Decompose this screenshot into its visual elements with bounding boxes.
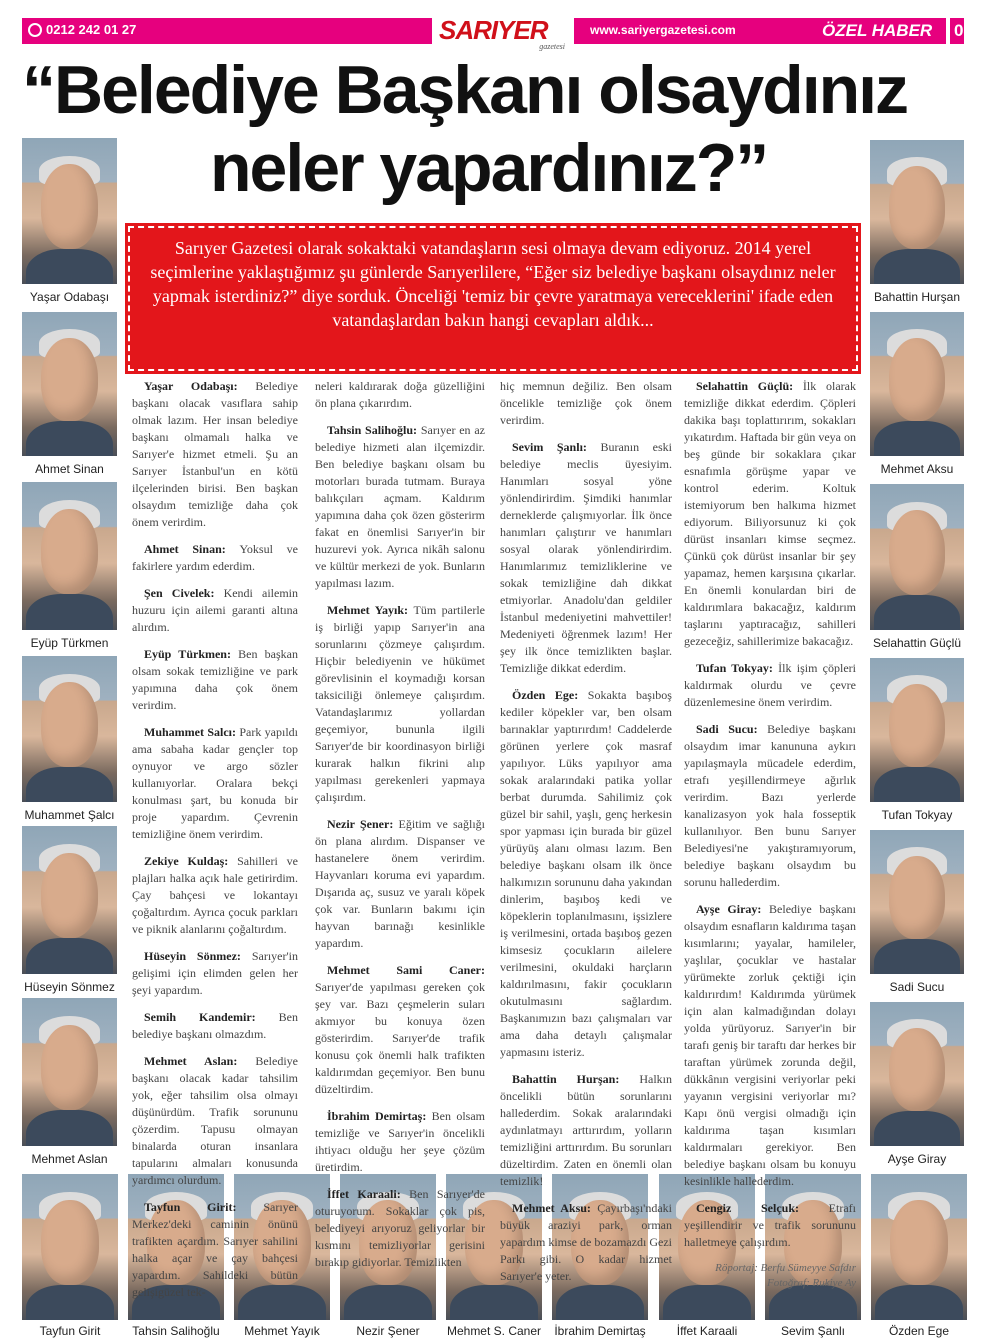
respondent-name: Ahmet Sinan: (144, 542, 240, 556)
portrait-face (41, 853, 98, 939)
answer-paragraph (315, 962, 485, 1098)
answer-text: Belediye başkanı olsaydım imar kanununa aykırı yapılaşmayla mücadele ederdim, etrafı yeşillendirmeye ağırlık verirdim. Bazı yerlerde kanalizasyon yok hala fosseptik kullanılıyor. Ben bunu Sarıyer Belediyesi'ne yakıştıramıyorum, belediye başkanı olsaydım bu sorunu hallederdim. (684, 722, 856, 889)
portrait-face (889, 338, 945, 422)
logo-subtitle: gazetesi (539, 42, 565, 51)
interview-credit: Röportaj: Berfu Sümeyye Safdır (715, 1262, 856, 1274)
answer-text: neleri kaldırarak doğa güzelliğini ön plana çıkarırdım. (315, 379, 485, 410)
photo-caption: Tufan Tokyay (881, 808, 953, 822)
portrait-body (26, 767, 113, 802)
answer-text: Buranın eski belediye meclis üyesiyim. Hanımları sosyal yöne yönlendirirdim. Şimdiki hanımlar derneklerde çalışmıyorlar. İlk önce hanımları çalıştırır ve hanımları sosyal olarak yönlendirirdim. Hanımlarımız temizliklerine ve sokak temizliğine dah dikkat etmiyorlar. Anadolu'dan geldiler İstanbul medeniyetini mahvettiler! Medeniyeti öğrenmek lazım! Her şey ilk önce temizlikten başlar. Temizliğe dikkat ederdim. (500, 440, 672, 675)
respondent-name: İffet Karaali: (327, 1187, 410, 1201)
portrait-photo (870, 140, 964, 284)
respondent-name: Mehmet Aksu: (512, 1201, 598, 1215)
respondent-name: Tahsin Salihoğlu: (327, 423, 421, 437)
portrait-face (41, 682, 98, 767)
answer-text: Yoksul ve fakirlere yardım ederdim. (132, 542, 298, 573)
respondent-name: Hüseyin Sönmez: (144, 949, 252, 963)
respondent-name: Mehmet Sami Caner: (327, 963, 485, 977)
answer-paragraph (500, 687, 672, 1061)
answer-text: Sarıyer'in gelişimi için elimden gelen her şeyi yapardım. (132, 949, 298, 997)
answer-text: Belediye başkanı olacak vasıflara sahip olmak lazım. Her insan belediye başkanı olmamalı halka ve Sarıyer'e hizmet etmeli. Şu an Sarıyer İstanbul'un en kötü ilçelerinden birisi. Ben başkan olsaydım temizliğe daha çok önem verirdim. (132, 379, 298, 529)
answer-text: Etrafı yeşillendirir ve trafik sorununu halletmeye çalışırdım. (684, 1201, 856, 1249)
page-divider (946, 18, 950, 44)
portrait-face (889, 684, 945, 768)
answer-text: Sokakta başıboş kediler köpekler var, ben olsam barınaklar yaptırırdım! Caddelerde görünen yerlere çok masraf yapılıyor. Lüks yapılıyor ama sokak aralarındaki patika yollar berbat durumda. Sahilimiz çok güzel bir sahil, yaşlı, genç herkesin spor yapması için burada bir güzel yürüyüş alanı olması lazım. Ben belediye başkanı olsam ilk önce halkımızın sorununu daha yakından dinlerim, başıboş kedi ve köpeklerin toplanılmasını, işsizlere iş verilmesini, ortada başıboş gezen kimsesiz çocukların ailelere verilmesini, okuldaki harçların kaldırılmasını, fakir çocukların okutulmasını sağlardım. Başkanımızın bazı çalışmaları var ama daha detaylı çalışmalar yapmasını isteriz. (500, 688, 672, 1059)
respondent-name: Semih Kandemir: (144, 1010, 279, 1024)
photo-caption: Muhammet Şalcı (24, 808, 115, 822)
portrait-photo (22, 1174, 118, 1320)
respondent-name: Bahattin Hurşan: (512, 1072, 640, 1086)
answer-text: Halkın öncelikli bütün sorunlarını hallederdim. Sokak aralarındaki aydınlatmayı arttırırdım, yolların temizliğini arttırırdım. Bu sorunları düzeltirdim. Zaten en önemli olan temizlik! (500, 1072, 672, 1188)
respondent-name: Mehmet Aslan: (144, 1054, 256, 1068)
answer-paragraph (684, 1200, 856, 1251)
portrait-face (41, 164, 98, 249)
answer-paragraph (132, 853, 298, 938)
portrait-face (41, 1200, 99, 1285)
answer-paragraph (132, 378, 298, 531)
header-phone (28, 22, 136, 37)
photo-caption: İbrahim Demirtaş (554, 1324, 646, 1338)
respondent-name: Sevim Şanlı: (512, 440, 601, 454)
text-column-2 (315, 378, 485, 1281)
answer-text: Kendi ailemin huzuru için ailemi garanti altına alırdım. (132, 586, 298, 634)
portrait-body (26, 1285, 114, 1320)
newspaper-logo (432, 12, 574, 50)
portrait-photo (22, 826, 117, 974)
headline-line-2: neler yapardınız?” (210, 130, 768, 206)
answer-paragraph (684, 378, 856, 650)
section-label: ÖZEL HABER (822, 21, 933, 40)
text-column-4 (684, 378, 856, 1291)
portrait-body (26, 249, 113, 284)
answer-text: Belediye başkanı olacak kadar tahsilim yok, eğer tahsilim olsa olmayı düşünürdüm. Trafik sorununu çözerdim. Tapusu olmayan binalarda oturan insanlara tapularını almaları konusunda yardımcı olurdum. (132, 1054, 298, 1187)
portrait-body (26, 938, 113, 974)
headline-line-1: “Belediye Başkanı olsaydınız (22, 52, 908, 128)
portrait-photo (871, 1174, 967, 1320)
portrait-body (874, 595, 960, 630)
answer-paragraph (132, 948, 298, 999)
answer-paragraph (132, 1053, 298, 1189)
photo-caption: Ahmet Sinan (35, 462, 104, 476)
answer-text: hiç memnun değiliz. Ben olsam öncelikle temizliğe çok önem verirdim. (500, 379, 672, 427)
header-bar (22, 15, 973, 51)
phone-icon (28, 23, 42, 37)
portrait-photo (22, 138, 117, 284)
answer-paragraph (315, 1186, 485, 1271)
photo-caption: Hüseyin Sönmez (24, 980, 115, 994)
respondent-name: Nezir Şener: (327, 817, 399, 831)
answer-paragraph (132, 585, 298, 636)
portrait-photo (870, 484, 964, 630)
portrait-body (26, 594, 113, 630)
answer-text: Sarıyer en az belediye hizmeti alan ilçemizdir. Ben belediye başkanı olsam bu motorları burada tutmam. Buraya balıkçıları açmam. Kaldırım yapımına daha çok özen gösterirm fakat en önemlisi Sarıyer'in bir huzurevi yok. Ayrıca nikâh salonu ve kültür merkezi de yok. Bunların yapılması lazım. (315, 423, 485, 590)
answer-text: Park yapıldı ama sabaha kadar gençler top oynuyor ve argo sözler kullanıyorlar. Oralara bekçi konulması şart, bu konuda bir proje yapardım. Çevrenin temizliğine önem verirdim. (132, 725, 299, 841)
photo-caption: Yaşar Odabaşı (29, 290, 110, 304)
portrait-photo (22, 312, 117, 456)
respondent-name: Yaşar Odabaşı: (144, 379, 256, 393)
respondent-name: Şen Civelek: (144, 586, 224, 600)
answer-paragraph (315, 378, 485, 412)
portrait-photo (22, 998, 117, 1146)
respondent-name: Mehmet Yayık: (327, 603, 414, 617)
portrait-body (874, 1111, 960, 1146)
answer-paragraph (315, 602, 485, 806)
answer-paragraph (132, 1199, 298, 1301)
answer-paragraph (500, 439, 672, 677)
respondent-name: Selahattin Güçlü: (696, 379, 803, 393)
phone-number: 0212 242 01 27 (46, 22, 137, 37)
portrait-body (874, 249, 960, 284)
respondent-name: Sadi Sucu: (696, 722, 768, 736)
portrait-body (26, 421, 113, 456)
portrait-body (875, 1285, 963, 1320)
answer-text: Tüm partilerle iş birliği yapıp Sarıyer'in ana sorunlarını çözmeye çalışırdım. Hiçbir belediyenin ve hükümet görevlisinin el koymadığı korsan taksiciliği önlemeye çalışırdım. Vatandaşlarımız yollardan geçemiyor, bununla ilgili Sarıyer'de bir koordinasyon birliği kurarak halkın fikrini alıp yapılması gerekenleri yapmaya çalışırdım. (315, 603, 485, 804)
answer-text: İlk olarak temizliğe dikkat ederdim. Çöpleri dakika başı toplattırırım, sokakları yıkatırdım. Haftada bir gün veya on beş günde bir sokaklara çıkar esnafımla görüşme yapar ve kontrol ederim. Koltuk istemiyorum ben halkıma hizmet ediyorum. Biliyorsunuz ki çok dürüst insanları kimse seçmez. Çünkü çok dürüst insanlar bir şey yapamaz, hemen karşısına çıkarlar. En önemli konulardan biri de kaldırımlara bakacağız, kaldırım taşlarını yaptıracağız, sahilleri gezeceğiz, sahillerimize bakacağız. (684, 379, 856, 648)
photo-caption: Mehmet Aslan (31, 1152, 108, 1166)
answer-paragraph (684, 721, 856, 891)
answer-text: İlk işim çöpleri kaldırmak olurdu ve çevre düzenlemesine önem verirdim. (684, 661, 856, 709)
answer-text: Ben Sarıyer'de oturuyorum. Sokaklar çok pis, belediyeyi arıyoruz geliyorlar bir kısmını temizliyorlar gerisini bırakıp gidiyorlar. Temizlikten (315, 1187, 485, 1269)
portrait-body (874, 421, 960, 456)
portrait-face (41, 1025, 98, 1111)
portrait-body (26, 1110, 113, 1146)
portrait-photo (870, 658, 964, 802)
answer-paragraph (315, 816, 485, 952)
answer-text: Ben olsam temizliğe ve Sarıyer'in öncelikli ihtiyacı olduğu her şeye çözüm üretirdim. (315, 1109, 486, 1174)
answer-paragraph (132, 541, 298, 575)
portrait-face (889, 1028, 945, 1112)
photo-caption: Mehmet Yayık (244, 1324, 320, 1338)
photo-caption: Selahattin Güçlü (872, 636, 962, 650)
respondent-name: Tufan Tokyay: (696, 661, 779, 675)
answer-paragraph (500, 378, 672, 429)
respondent-name: Muhammet Salcı: (144, 725, 240, 739)
portrait-photo (22, 656, 117, 802)
text-column-3 (500, 378, 672, 1295)
answer-text: Sarıyer Merkez'deki caminin önünü trafikten açardım. Sarıyer sahilini halka açar ve çay bahçesi yapardım. Sahildeki bütün gelişigüzel tek- (132, 1200, 298, 1299)
answer-text: Belediye başkanı olsaydım esnafların kaldırıma taşan kısımlarını; yayalar, hamileler, yaşlılar, çocuklar ve hastalar yürümekte zorluk çektiği için kaldırırdım! Kaldırımda yürümek için alan kalmadığından dolayı yolda yürüyoruz. Sarıyer'in bir tarafı geniş bir taraftı dar herkes bir taraftan yürümek zorunda değil, dükkânın vergisini veriyorlar peki yayanın vergisini veriyorlar mı? Kapı önü vergisi olmadığı için kaldırıma taşan kısımları kaldırmaları gerekiyor. Ben belediye başkanı olsam bu konuyu kesinlikle hallederdim. (684, 902, 856, 1188)
answer-paragraph (500, 1071, 672, 1190)
portrait-photo (870, 312, 964, 456)
answer-text: Ben belediye başkanı olmazdım. (132, 1010, 298, 1041)
portrait-face (41, 509, 98, 595)
answer-text: Sahilleri ve plajları halka açık hale getirirdim. Çay bahçesi ve lokantayı çoğaltırdım. Ayrıca çocuk parkları ve piknik alanlarını çoğaltırdım. (132, 854, 298, 936)
respondent-name: Ayşe Giray: (696, 902, 770, 916)
portrait-photo (22, 482, 117, 630)
portrait-face (889, 856, 945, 940)
photo-caption: Eyüp Türkmen (30, 636, 109, 650)
photo-caption: Sadi Sucu (889, 980, 945, 994)
photo-caption: Mehmet Aksu (880, 462, 954, 476)
respondent-name: Tayfun Girit: (144, 1200, 264, 1214)
portrait-face (889, 166, 945, 250)
answer-paragraph (132, 646, 298, 714)
photo-caption: Ayşe Giray (887, 1152, 947, 1166)
logo-text: SARIYER (439, 15, 548, 45)
credits (684, 1261, 856, 1291)
page-number: 03 (954, 21, 973, 40)
portrait-face (889, 510, 945, 595)
text-column-1 (132, 378, 298, 1311)
answer-paragraph (684, 660, 856, 711)
respondent-name: İbrahim Demirtaş: (327, 1109, 432, 1123)
photo-caption: Tayfun Girit (39, 1324, 101, 1338)
answer-text: Çayırbaşı'ndaki büyük araziyi park, orman yapardım kimse de bozamazdı Gezi Parkı gibi. O kadar hizmet Sarıyer'e yeter. (500, 1201, 672, 1283)
portrait-face (41, 338, 98, 422)
photo-caption: Bahattin Hurşan (873, 290, 961, 304)
answer-text: Sarıyer'de yapılması gereken çok şey var. Bazı çeşmelerin suları akmıyor bu konuya özen gösterirdim. Sarıyer'de trafik konusu çok önemli halk trafikten kaldırımdan geçemiyor. Ben bunu düzeltirdim. (315, 980, 485, 1096)
photo-caption: Özden Ege (888, 1324, 950, 1338)
photo-caption: Nezir Şener (356, 1324, 420, 1338)
portrait-face (890, 1200, 948, 1285)
portrait-photo (870, 1002, 964, 1146)
website-link[interactable]: www.sariyergazetesi.com (590, 23, 736, 37)
portrait-body (874, 767, 960, 802)
respondent-name: Zekiye Kuldaş: (144, 854, 238, 868)
answer-paragraph (500, 1200, 672, 1285)
photo-caption: Mehmet S. Caner (446, 1324, 542, 1338)
respondent-name: Özden Ege: (512, 688, 588, 702)
photo-caption: Tahsin Salihoğlu (132, 1324, 220, 1338)
answer-paragraph (315, 1108, 485, 1176)
portrait-body (874, 939, 960, 974)
answer-text: Eğitim ve sağlığı ön plana alırdım. Dispanser ve hastanelere önem verirdim. Hayvanları koruma evi yapardım. Dışarıda aç, susuz ve yaralı köpek çok var. Bunların bakımı için hayvan barınağı kesinlikle yapardım. (315, 817, 485, 950)
intro-box: Sarıyer Gazetesi olarak sokaktaki vatandaşların sesi olmaya devam ediyoruz. 2014 yerel seçimlerine yaklaştığımız şu günlerde Sarıyerlilere, “Eğer siz belediye başkanı olsaydınız neler yapmak isterdiniz?” diye sorduk. Önceliği 'temiz bir çevre yaratmaya vereceklerini' ifade eden vatandaşlardan bakın hangi cevapları aldık... (128, 226, 858, 371)
answer-text: Ben başkan olsam sokak temizliğine ve park yapımına daha çok önem verirdim. (132, 647, 299, 712)
respondent-name: Eyüp Türkmen: (144, 647, 239, 661)
answer-paragraph (132, 724, 298, 843)
answer-paragraph (684, 901, 856, 1190)
portrait-photo (870, 830, 964, 974)
photo-credit: Fotoğraf: Rukiye Ay (767, 1277, 856, 1289)
answer-paragraph (315, 422, 485, 592)
photo-caption: Sevim Şanlı (780, 1324, 846, 1338)
respondent-name: Cengiz Selçuk: (696, 1201, 829, 1215)
portrait-body (344, 1285, 432, 1320)
answer-paragraph (132, 1009, 298, 1043)
photo-caption: İffet Karaali (676, 1324, 738, 1338)
